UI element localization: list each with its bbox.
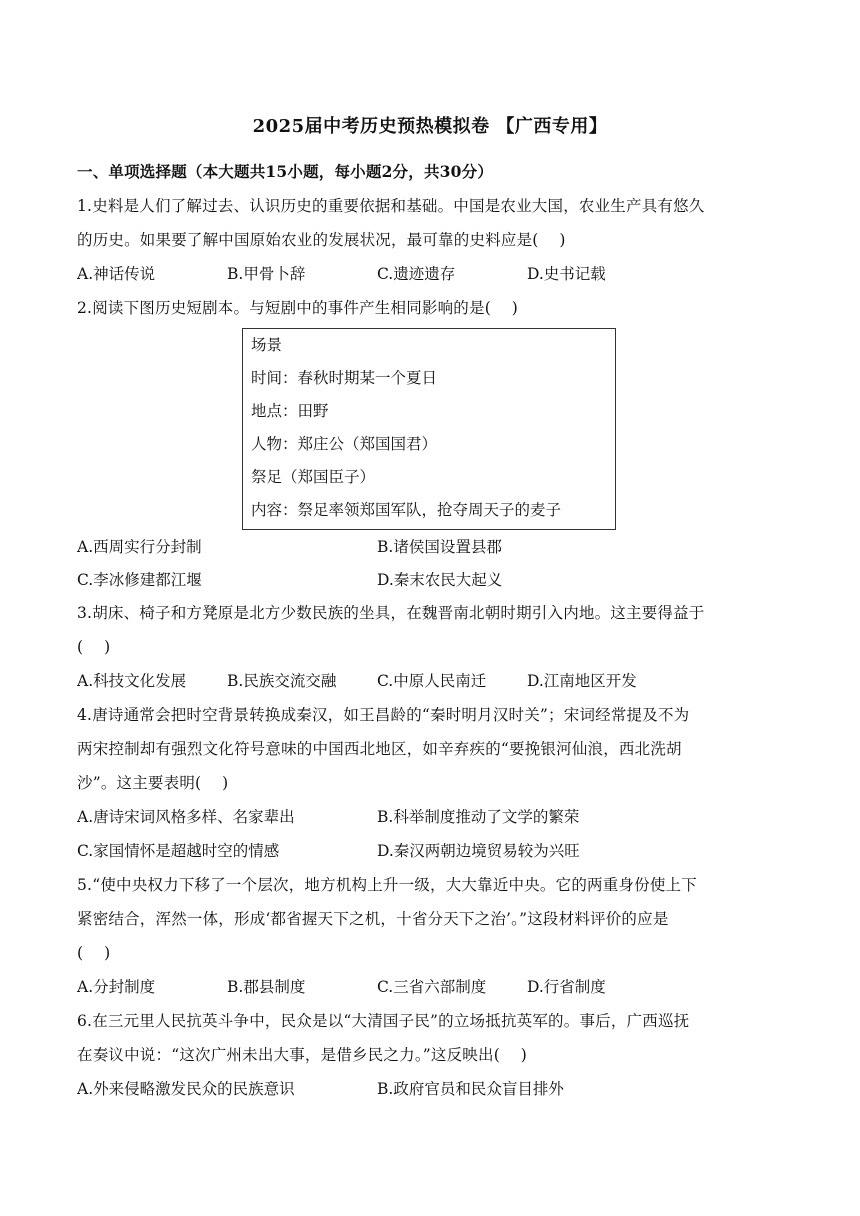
question-6-option-b: B.政府官员和民众盲目排外 [377, 1080, 564, 1098]
question-4-option-d: D.秦汉两朝边境贸易较为兴旺 [377, 842, 580, 860]
question-1-option-b: B.甲骨卜辞 [227, 265, 306, 283]
question-2-option-a: A.西周实行分封制 [77, 538, 202, 556]
question-3-line-1: 3.胡床、椅子和方凳原是北方少数民族的坐具，在魏晋南北朝时期引入内地。这主要得益于 [77, 604, 705, 622]
question-4-option-c: C.家国情怀是超越时空的情感 [77, 842, 280, 860]
question-2-option-b: B.诸侯国设置县郡 [377, 538, 502, 556]
question-6-line-1: 6.在三元里人民抗英斗争中，民众是以“大清国子民”的立场抵抗英军的。事后，广西巡抚 [77, 1012, 690, 1030]
question-1-option-d: D.史书记载 [527, 265, 606, 283]
question-5-line-3: ( ) [77, 944, 111, 962]
question-1-line-1: 1.史料是人们了解过去、认识历史的重要依据和基础。中国是农业大国，农业生产具有悠久 [77, 197, 705, 215]
question-6-line-2: 在奏议中说：“这次广州未出大事，是借乡民之力。”这反映出( ) [77, 1046, 528, 1064]
question-1-option-a: A.神话传说 [77, 265, 156, 283]
scene-line-6: 内容：祭足率领郑国军队，抢夺周天子的麦子 [251, 501, 562, 519]
question-4-line-3: 沙”。这主要表明( ) [77, 774, 229, 792]
question-3-option-b: B.民族交流交融 [227, 672, 337, 690]
question-5-option-c: C.三省六部制度 [377, 978, 487, 996]
question-3-line-2: ( ) [77, 638, 111, 656]
section-heading: 一、单项选择题（本大题共15小题，每小题2分，共30分） [77, 162, 494, 181]
question-5-option-d: D.行省制度 [527, 978, 606, 996]
question-1-line-2: 的历史。如果要了解中国原始农业的发展状况，最可靠的史料应是( ) [77, 231, 566, 249]
question-4-option-a: A.唐诗宋词风格多样、名家辈出 [77, 808, 295, 826]
question-4-line-1: 4.唐诗通常会把时空背景转换成秦汉，如王昌龄的“秦时明月汉时关”；宋词经常提及不为 [77, 706, 690, 724]
question-2-line-1: 2.阅读下图历史短剧本。与短剧中的事件产生相同影响的是( ) [77, 299, 519, 317]
question-4-option-b: B.科举制度推动了文学的繁荣 [377, 808, 580, 826]
question-3-option-c: C.中原人民南迁 [377, 672, 487, 690]
question-5-line-2: 紧密结合，浑然一体，形成‘都省握天下之机，十省分天下之治’。”这段材料评价的应是 [77, 910, 669, 928]
question-5-line-1: 5.“使中央权力下移了一个层次，地方机构上升一级，大大靠近中央。它的两重身份使上下 [77, 876, 697, 894]
question-3-option-d: D.江南地区开发 [527, 672, 637, 690]
question-2-option-d: D.秦末农民大起义 [377, 571, 503, 589]
question-2-option-c: C.李冰修建都江堰 [77, 571, 202, 589]
question-5-option-a: A.分封制度 [77, 978, 156, 996]
scene-line-4: 人物：郑庄公（郑国国君） [251, 435, 438, 453]
question-5-option-b: B.郡县制度 [227, 978, 306, 996]
script-scene-box [242, 328, 616, 530]
scene-line-3: 地点：田野 [251, 402, 329, 420]
scene-line-5: 祭足（郑国臣子） [251, 468, 376, 486]
scene-line-2: 时间：春秋时期某一个夏日 [251, 369, 438, 387]
question-6-option-a: A.外来侵略激发民众的民族意识 [77, 1080, 295, 1098]
scene-line-1: 场景 [251, 336, 283, 354]
question-4-line-2: 两宋控制却有强烈文化符号意味的中国西北地区，如辛弃疾的“要挽银河仙浪，西北洗胡 [77, 740, 682, 758]
question-3-option-a: A.科技文化发展 [77, 672, 187, 690]
question-1-option-c: C.遗迹遗存 [377, 265, 456, 283]
exam-title: 2025届中考历史预热模拟卷 【广西专用】 [252, 116, 608, 137]
